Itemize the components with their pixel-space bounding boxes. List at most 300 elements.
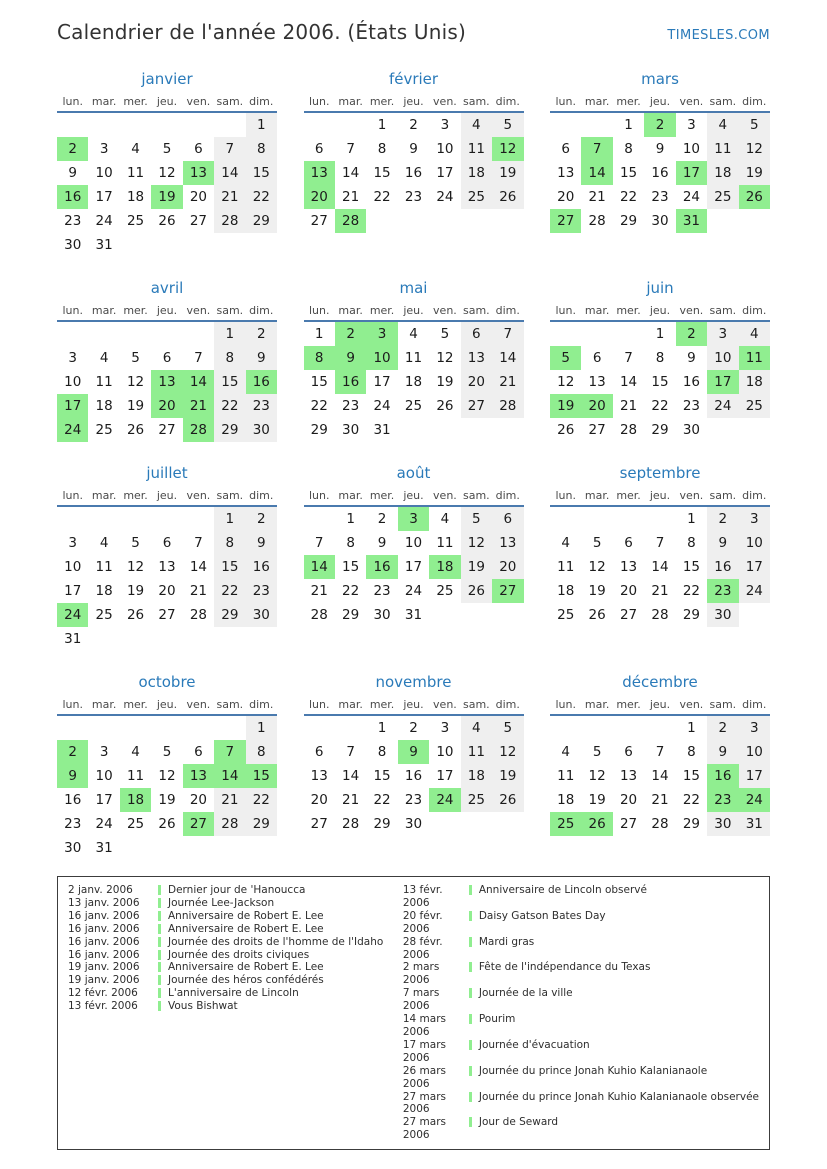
day-cell: 31 [373, 422, 391, 438]
day-cell: 11 [461, 740, 492, 764]
weekday-label: ven. [433, 95, 457, 108]
day-cell: 26 [581, 812, 612, 836]
day-cell-empty [151, 322, 182, 346]
day-cell: 14 [342, 165, 360, 181]
day-cell: 3 [440, 117, 450, 133]
day-cell: 21 [651, 792, 669, 808]
day-cell: 7 [492, 322, 523, 346]
day-cell-empty [88, 322, 119, 346]
day-cell: 10 [366, 346, 397, 370]
day-cell: 12 [126, 559, 145, 575]
day-cell: 16 [246, 555, 277, 579]
day-cell-empty [151, 716, 182, 740]
weekday-header-row [304, 489, 524, 507]
holiday-marker-icon [469, 937, 472, 947]
day-cell: 11 [126, 768, 145, 784]
day-cell: 20 [619, 792, 638, 808]
day-cell-empty [120, 716, 151, 740]
day-cell-empty [707, 209, 738, 233]
day-cell: 21 [310, 583, 328, 599]
legend-date: 14 mars 2006 [402, 1013, 446, 1038]
legend-label: Journée du prince Jonah Kuhio Kalanianaole observée [478, 1090, 759, 1103]
holiday-marker-icon [469, 885, 472, 895]
day-cell: 29 [310, 422, 328, 438]
day-cell: 15 [214, 555, 245, 579]
legend-column-right [403, 884, 759, 1142]
day-cell-empty [214, 113, 245, 137]
holiday-marker-icon [158, 1001, 161, 1011]
day-cell: 28 [335, 209, 366, 233]
day-cell: 20 [189, 792, 208, 808]
day-cell: 18 [461, 764, 492, 788]
weekday-label: lun. [308, 304, 330, 317]
day-cell: 5 [550, 346, 581, 370]
day-cell: 25 [95, 607, 113, 623]
weekday-label: dim. [742, 489, 767, 502]
day-cell: 4 [131, 141, 140, 157]
day-cell: 11 [557, 768, 575, 784]
day-cell: 29 [246, 209, 277, 233]
day-cell: 15 [373, 165, 391, 181]
day-cell: 20 [461, 370, 492, 394]
day-cell: 21 [588, 189, 606, 205]
day-cell: 12 [492, 740, 523, 764]
days-grid [550, 716, 770, 836]
day-cell: 14 [214, 161, 245, 185]
legend-label: Jour de Seward [478, 1116, 559, 1129]
legend-row [68, 884, 403, 897]
legend-row [68, 961, 403, 974]
legend-date: 2 mars 2006 [402, 961, 440, 987]
day-cell-empty [492, 418, 523, 442]
day-cell: 20 [304, 185, 335, 209]
days-grid [304, 322, 524, 442]
day-cell: 9 [707, 740, 738, 764]
day-cell: 6 [314, 744, 324, 760]
day-cell: 5 [440, 326, 450, 342]
days-grid [550, 322, 770, 442]
weekday-label: jeu. [403, 489, 424, 502]
day-cell: 20 [492, 555, 523, 579]
day-cell: 26 [739, 185, 770, 209]
day-cell: 23 [651, 189, 669, 205]
weekday-label: jeu. [403, 95, 424, 108]
day-cell: 15 [682, 768, 701, 784]
weekday-header-row [304, 304, 524, 322]
legend-row [68, 936, 403, 949]
legend-label: Journée Lee-Jackson [168, 896, 275, 909]
day-cell: 6 [592, 350, 602, 366]
day-cell: 28 [189, 607, 208, 623]
weekday-label: sam. [709, 698, 737, 711]
day-cell: 12 [739, 137, 770, 161]
weekday-header-row [304, 95, 524, 113]
weekday-label: lun. [308, 489, 330, 502]
day-cell: 30 [64, 840, 82, 856]
month-mars [550, 70, 770, 233]
month-title: décembre [622, 673, 698, 691]
months-grid [57, 70, 770, 860]
legend-row [403, 910, 759, 936]
day-cell: 7 [346, 141, 355, 157]
day-cell: 19 [461, 555, 492, 579]
day-cell-empty [581, 113, 612, 137]
day-cell: 3 [398, 507, 429, 531]
days-grid [304, 716, 524, 836]
holiday-marker-icon [469, 1117, 472, 1127]
day-cell: 28 [214, 812, 245, 836]
day-cell: 19 [126, 398, 145, 414]
day-cell: 20 [151, 394, 182, 418]
day-cell: 22 [246, 185, 277, 209]
day-cell: 13 [183, 764, 214, 788]
day-cell: 8 [687, 535, 696, 551]
weekday-label: lun. [555, 304, 576, 317]
month-title: juin [646, 279, 674, 297]
day-cell: 25 [707, 185, 738, 209]
day-cell: 12 [588, 559, 606, 575]
month-title: mars [641, 70, 679, 88]
day-cell-empty [335, 716, 366, 740]
weekday-label: mar. [338, 95, 363, 108]
legend-date: 28 févr. 2006 [402, 935, 443, 961]
weekday-label: lun. [308, 698, 330, 711]
day-cell: 11 [95, 374, 113, 390]
day-cell-empty [581, 716, 612, 740]
day-cell: 5 [162, 141, 172, 157]
day-cell: 5 [592, 744, 602, 760]
day-cell: 23 [707, 579, 738, 603]
month-title: mai [399, 279, 428, 297]
day-cell: 22 [246, 788, 277, 812]
day-cell: 14 [304, 555, 335, 579]
day-cell: 11 [707, 137, 738, 161]
day-cell: 17 [95, 792, 113, 808]
day-cell: 23 [682, 398, 701, 414]
site-link[interactable]: TIMESLES.COM [667, 28, 770, 43]
day-cell: 9 [655, 141, 665, 157]
legend-row [403, 961, 759, 987]
day-cell: 16 [64, 792, 82, 808]
legend-label: Journée d'évacuation [478, 1038, 590, 1051]
weekday-label: ven. [186, 698, 211, 711]
day-cell: 10 [404, 535, 423, 551]
day-cell: 5 [492, 716, 523, 740]
legend-date: 2 janv. 2006 [68, 884, 133, 896]
month-title: juillet [146, 464, 188, 482]
day-cell-empty [644, 507, 675, 531]
day-cell: 12 [436, 350, 454, 366]
day-cell: 11 [404, 350, 423, 366]
legend-row [403, 1065, 759, 1091]
weekday-label: sam. [216, 489, 244, 502]
weekday-label: lun. [555, 95, 576, 108]
day-cell-empty [57, 322, 88, 346]
day-cell: 2 [409, 720, 418, 736]
day-cell: 24 [373, 398, 391, 414]
day-cell: 16 [682, 374, 701, 390]
day-cell: 24 [739, 579, 770, 603]
day-cell: 25 [739, 394, 770, 418]
legend-date: 26 mars 2006 [402, 1064, 446, 1090]
legend-date: 17 mars 2006 [402, 1038, 446, 1064]
day-cell: 10 [436, 744, 454, 760]
day-cell: 9 [335, 346, 366, 370]
weekday-label: mar. [338, 489, 363, 502]
days-grid [304, 113, 524, 233]
day-cell-empty [550, 716, 581, 740]
day-cell: 2 [377, 511, 387, 527]
day-cell: 3 [739, 507, 770, 531]
day-cell-empty [429, 812, 460, 836]
legend-label: Dernier jour de 'Hanoucca [168, 884, 306, 896]
weekday-header-row [57, 698, 277, 716]
day-cell: 13 [183, 161, 214, 185]
legend-row [403, 884, 759, 910]
day-cell: 24 [57, 603, 88, 627]
day-cell: 4 [440, 511, 450, 527]
day-cell-empty [120, 322, 151, 346]
day-cell: 1 [687, 511, 696, 527]
day-cell: 19 [126, 583, 145, 599]
day-cell: 21 [189, 583, 208, 599]
day-cell: 23 [404, 792, 423, 808]
day-cell: 8 [624, 141, 633, 157]
legend-row [403, 936, 759, 962]
day-cell: 16 [707, 555, 738, 579]
day-cell: 28 [183, 418, 214, 442]
day-cell: 11 [739, 346, 770, 370]
legend-label: L'anniversaire de Lincoln [168, 987, 299, 1000]
day-cell: 7 [624, 350, 633, 366]
legend-date: 19 janv. 2006 [68, 961, 140, 974]
weekday-label: dim. [742, 698, 767, 711]
weekday-label: jeu. [156, 95, 178, 108]
legend-date: 19 janv. 2006 [68, 974, 140, 987]
day-cell: 13 [310, 768, 328, 784]
legend-date: 16 janv. 2006 [68, 922, 140, 935]
day-cell: 27 [310, 213, 328, 229]
day-cell: 15 [651, 374, 669, 390]
day-cell-empty [183, 233, 214, 257]
day-cell: 1 [246, 113, 277, 137]
day-cell: 7 [194, 350, 203, 366]
day-cell: 22 [682, 792, 701, 808]
month-title: avril [150, 279, 184, 297]
day-cell: 1 [624, 117, 633, 133]
day-cell: 28 [588, 213, 606, 229]
day-cell: 12 [461, 531, 492, 555]
day-cell-empty [120, 627, 151, 651]
legend-row [403, 1039, 759, 1065]
day-cell: 18 [557, 792, 575, 808]
day-cell: 5 [162, 744, 172, 760]
day-cell: 12 [588, 768, 606, 784]
day-cell: 15 [214, 370, 245, 394]
day-cell: 28 [310, 607, 328, 623]
weekday-label: mar. [91, 304, 117, 317]
day-cell: 9 [687, 350, 696, 366]
weekday-label: mer. [369, 304, 395, 317]
legend-label: Journée des droits civiques [168, 948, 310, 961]
day-cell: 18 [739, 370, 770, 394]
day-cell: 14 [619, 374, 638, 390]
legend-label: Journée de la ville [478, 987, 573, 1000]
holiday-marker-icon [158, 885, 161, 895]
day-cell: 17 [404, 559, 423, 575]
day-cell: 23 [246, 394, 277, 418]
weekday-header-row [57, 489, 277, 507]
day-cell: 25 [557, 607, 575, 623]
legend-row [68, 897, 403, 910]
page-header [57, 20, 770, 44]
day-cell: 9 [398, 740, 429, 764]
weekday-label: jeu. [156, 698, 178, 711]
day-cell: 19 [588, 792, 606, 808]
day-cell: 29 [342, 607, 360, 623]
day-cell: 30 [707, 603, 738, 627]
days-grid [57, 507, 277, 651]
day-cell: 3 [68, 350, 77, 366]
day-cell: 12 [158, 165, 176, 181]
day-cell: 6 [194, 744, 203, 760]
weekday-label: sam. [216, 304, 244, 317]
weekday-label: mar. [91, 698, 117, 711]
day-cell: 19 [550, 394, 581, 418]
weekday-label: dim. [495, 304, 520, 317]
weekday-label: ven. [186, 304, 211, 317]
month-mai [304, 279, 524, 442]
day-cell: 30 [404, 816, 423, 832]
day-cell: 24 [95, 816, 113, 832]
day-cell: 18 [126, 189, 145, 205]
day-cell: 14 [183, 370, 214, 394]
day-cell: 3 [707, 322, 738, 346]
day-cell-empty [739, 209, 770, 233]
day-cell: 2 [676, 322, 707, 346]
day-cell: 7 [194, 535, 203, 551]
legend-row [68, 923, 403, 936]
day-cell: 8 [377, 744, 387, 760]
day-cell: 21 [214, 185, 245, 209]
legend-row [403, 1116, 759, 1142]
day-cell-empty [151, 627, 182, 651]
weekday-label: jeu. [156, 489, 178, 502]
day-cell: 28 [492, 394, 523, 418]
day-cell: 14 [189, 559, 208, 575]
day-cell: 19 [739, 161, 770, 185]
day-cell: 27 [492, 579, 523, 603]
day-cell: 18 [429, 555, 460, 579]
day-cell: 9 [68, 165, 77, 181]
day-cell: 7 [655, 744, 665, 760]
day-cell-empty [183, 322, 214, 346]
day-cell: 21 [651, 583, 669, 599]
day-cell: 16 [57, 185, 88, 209]
month-juin [550, 279, 770, 442]
day-cell: 15 [246, 764, 277, 788]
day-cell: 7 [314, 535, 324, 551]
day-cell-empty [398, 418, 429, 442]
weekday-label: jeu. [649, 489, 671, 502]
weekday-label: dim. [495, 489, 520, 502]
weekday-label: sam. [709, 95, 737, 108]
day-cell: 13 [151, 370, 182, 394]
day-cell: 1 [214, 507, 245, 531]
weekday-label: dim. [249, 95, 274, 108]
day-cell: 4 [99, 535, 109, 551]
legend-row [68, 987, 403, 1000]
day-cell-empty [461, 418, 492, 442]
day-cell-empty [120, 507, 151, 531]
weekday-label: jeu. [156, 304, 178, 317]
day-cell: 6 [194, 141, 203, 157]
day-cell: 12 [492, 137, 523, 161]
day-cell: 17 [739, 764, 770, 788]
weekday-label: ven. [433, 698, 457, 711]
day-cell-empty [120, 113, 151, 137]
day-cell: 28 [651, 816, 669, 832]
day-cell: 28 [214, 209, 245, 233]
legend-column-left [68, 884, 403, 1142]
weekday-label: lun. [62, 489, 83, 502]
day-cell: 11 [436, 535, 454, 551]
day-cell: 9 [377, 535, 387, 551]
day-cell: 25 [126, 816, 145, 832]
day-cell: 30 [342, 422, 360, 438]
day-cell: 8 [214, 531, 245, 555]
day-cell: 15 [619, 165, 638, 181]
day-cell-empty [57, 113, 88, 137]
day-cell: 29 [246, 812, 277, 836]
day-cell: 30 [682, 422, 701, 438]
day-cell-empty [88, 507, 119, 531]
weekday-label: lun. [62, 304, 83, 317]
legend-date: 13 févr. 2006 [68, 1000, 138, 1013]
day-cell: 26 [436, 398, 454, 414]
day-cell: 24 [429, 788, 460, 812]
weekday-label: mer. [616, 698, 641, 711]
day-cell-empty [398, 209, 429, 233]
weekday-label: mer. [369, 95, 395, 108]
day-cell: 11 [461, 137, 492, 161]
month-décembre [550, 673, 770, 836]
day-cell: 20 [189, 189, 208, 205]
day-cell: 27 [550, 209, 581, 233]
day-cell: 26 [126, 422, 145, 438]
weekday-label: lun. [62, 95, 83, 108]
day-cell-empty [183, 507, 214, 531]
day-cell: 10 [95, 165, 113, 181]
weekday-header-row [550, 95, 770, 113]
day-cell: 4 [99, 350, 109, 366]
day-cell: 1 [314, 326, 324, 342]
day-cell: 16 [404, 165, 423, 181]
day-cell: 10 [64, 374, 82, 390]
day-cell: 19 [492, 764, 523, 788]
day-cell-empty [88, 627, 119, 651]
legend-box [57, 876, 770, 1150]
day-cell: 10 [95, 768, 113, 784]
day-cell-empty [644, 716, 675, 740]
day-cell: 21 [619, 398, 638, 414]
day-cell: 20 [581, 394, 612, 418]
day-cell: 6 [624, 744, 633, 760]
day-cell-empty [246, 836, 277, 860]
day-cell: 13 [619, 559, 638, 575]
day-cell: 25 [461, 788, 492, 812]
holiday-marker-icon [158, 937, 161, 947]
